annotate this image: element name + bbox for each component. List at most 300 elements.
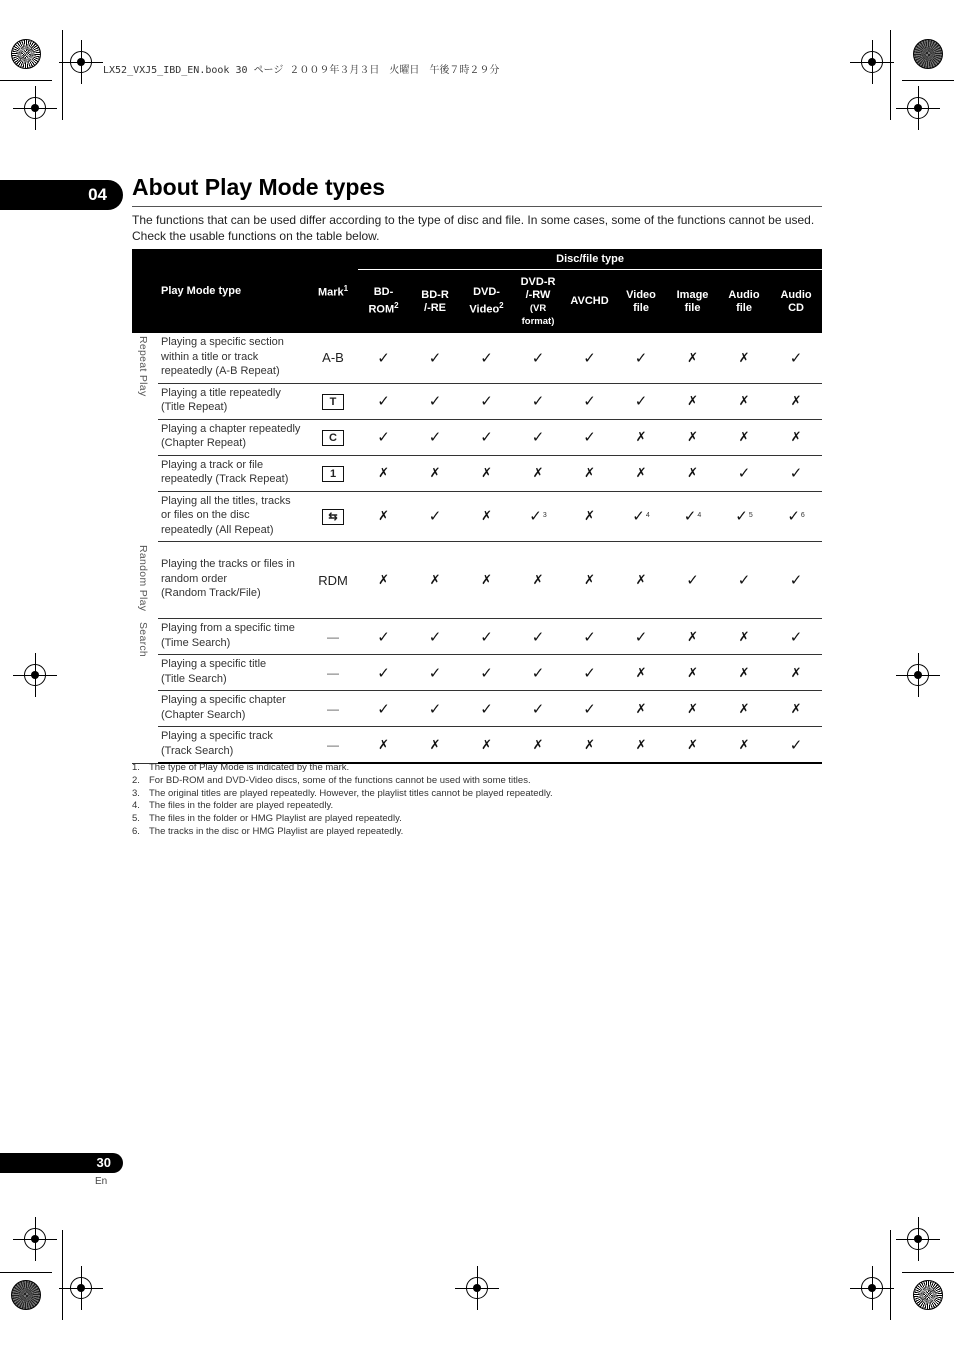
mark-cell xyxy=(308,727,358,764)
desc-line: Playing a chapter repeatedly xyxy=(161,422,301,435)
cross-icon: ✗ xyxy=(738,736,750,752)
desc-line: repeatedly (Track Repeat) xyxy=(161,473,289,485)
support-cell xyxy=(667,455,718,491)
cross-icon: ✗ xyxy=(429,736,441,752)
desc-line: Playing from a specific time xyxy=(161,622,295,634)
mark-cell xyxy=(308,383,358,419)
registration-sun-icon xyxy=(913,39,943,69)
header-line: CD xyxy=(788,301,804,314)
support-cell xyxy=(358,455,409,491)
header-column xyxy=(512,270,564,334)
check-icon: ✓ xyxy=(377,628,390,646)
desc-line: repeatedly (A-B Repeat) xyxy=(161,365,280,377)
header-column xyxy=(358,270,409,334)
check-icon: ✓ xyxy=(531,700,545,718)
footnote-text: The type of Play Mode is indicated by the mark. xyxy=(149,762,350,773)
check-icon: ✓ xyxy=(480,664,493,682)
registration-target-icon xyxy=(70,1277,92,1299)
check-icon: ✓$^4$ xyxy=(683,508,702,526)
desc-line: Playing a track or file xyxy=(161,458,264,471)
mark-cell xyxy=(308,455,358,491)
footnote xyxy=(132,775,553,788)
intro-paragraph: The functions that can be used differ according to the type of disc and file. In some cases, some of the functions cannot be used. Check the usable functions on the table below. xyxy=(132,213,815,243)
cross-icon: ✗ xyxy=(378,736,389,752)
mark-dash: — xyxy=(327,702,340,716)
support-cell xyxy=(770,383,822,419)
header-line: file xyxy=(633,301,649,314)
registration-target-icon xyxy=(24,97,46,119)
header-line: Video xyxy=(626,288,656,301)
cross-icon: ✗ xyxy=(687,664,698,680)
check-icon: ✓ xyxy=(531,393,545,410)
footnote-text: The files in the folder are played repeatedly. xyxy=(149,800,334,812)
check-icon: ✓$^6$ xyxy=(787,508,805,526)
support-cell xyxy=(358,419,409,455)
title-divider xyxy=(132,206,822,207)
check-icon: ✓ xyxy=(737,572,751,589)
check-icon: ✓$^4$ xyxy=(632,508,650,526)
table-row xyxy=(132,655,822,691)
cross-icon: ✗ xyxy=(429,465,441,480)
support-cell xyxy=(409,333,461,383)
check-icon: ✓ xyxy=(428,349,442,367)
language-label: En xyxy=(95,1176,108,1187)
registration-target-icon xyxy=(861,51,883,73)
group-label-cell xyxy=(132,333,158,542)
mark-cell xyxy=(308,691,358,727)
play-mode-description xyxy=(158,691,308,727)
check-icon: ✓ xyxy=(428,508,442,526)
play-mode-description xyxy=(158,491,308,542)
support-cell xyxy=(718,727,770,764)
header-column xyxy=(667,270,718,334)
support-cell xyxy=(615,333,667,383)
desc-line: or files on the disc xyxy=(161,509,250,521)
support-cell xyxy=(409,455,461,491)
header-line: /-RW xyxy=(525,288,551,301)
check-icon: ✓$^3$ xyxy=(529,508,547,526)
registration-target-icon xyxy=(70,51,92,73)
support-cell xyxy=(358,383,409,419)
cross-icon: ✗ xyxy=(532,736,544,752)
footnote-number: 6. xyxy=(132,825,140,837)
footnote-ref: 4 xyxy=(645,512,650,520)
support-cell xyxy=(770,619,822,655)
header-sup: 2 xyxy=(499,301,504,311)
play-mode-description xyxy=(158,655,308,691)
mark-icon: ⇆ xyxy=(322,509,344,525)
mark-icon: T xyxy=(322,394,344,410)
support-cell xyxy=(409,419,461,455)
footnote-ref: 6 xyxy=(800,512,805,520)
cross-icon: ✗ xyxy=(738,429,750,444)
support-cell xyxy=(718,419,770,455)
play-mode-description xyxy=(158,727,308,764)
cross-icon: ✗ xyxy=(481,572,492,587)
check-icon: ✓ xyxy=(480,393,493,410)
check-icon: ✓ xyxy=(377,393,390,410)
support-cell xyxy=(718,655,770,691)
footnote-number: 5. xyxy=(132,813,140,825)
check-icon: ✓ xyxy=(583,393,596,410)
support-cell xyxy=(564,655,615,691)
support-cell xyxy=(512,333,564,383)
cross-icon: ✗ xyxy=(635,700,647,716)
cross-icon: ✗ xyxy=(687,628,698,644)
cross-icon: ✗ xyxy=(481,736,492,752)
header-line: (VR format) xyxy=(521,302,555,327)
footnote-text: The original titles are played repeatedly. However, the playlist titles cannot be played repeatedly. xyxy=(149,787,553,799)
footnote xyxy=(132,826,553,839)
cross-icon: ✗ xyxy=(635,465,647,480)
registration-sun-icon xyxy=(11,1280,41,1310)
cross-icon: ✗ xyxy=(532,572,544,587)
check-icon: ✓ xyxy=(634,349,648,367)
desc-line: Playing a specific chapter xyxy=(161,694,286,706)
table-row xyxy=(132,619,822,655)
registration-target-icon xyxy=(466,1277,488,1299)
support-cell xyxy=(615,655,667,691)
check-icon: ✓ xyxy=(789,465,803,482)
cross-icon: ✗ xyxy=(790,664,802,680)
header-line: DVD-R xyxy=(520,275,556,288)
support-cell xyxy=(358,655,409,691)
desc-line: Playing a title repeatedly xyxy=(161,386,281,399)
support-cell xyxy=(615,455,667,491)
footnote-ref: 4 xyxy=(697,512,702,520)
desc-line: (Track Search) xyxy=(161,744,234,757)
table-row xyxy=(132,691,822,727)
header-line: ROM xyxy=(368,303,395,316)
cross-icon: ✗ xyxy=(790,700,802,716)
support-cell xyxy=(461,333,512,383)
check-icon: ✓ xyxy=(480,628,493,646)
cross-icon: ✗ xyxy=(790,393,802,408)
desc-line: repeatedly (All Repeat) xyxy=(161,523,274,536)
footnote-number: 2. xyxy=(132,774,140,786)
support-cell xyxy=(512,455,564,491)
cross-icon: ✗ xyxy=(635,572,647,587)
support-cell xyxy=(512,691,564,727)
check-icon: ✓ xyxy=(686,572,699,589)
support-cell xyxy=(564,542,615,619)
check-icon: ✓ xyxy=(789,349,803,367)
check-icon: ✓ xyxy=(531,628,545,646)
footnote-ref: 5 xyxy=(748,512,753,520)
support-cell xyxy=(718,691,770,727)
cross-icon: ✗ xyxy=(738,664,750,680)
cross-icon: ✗ xyxy=(687,736,698,752)
support-cell xyxy=(718,619,770,655)
play-mode-description xyxy=(158,333,308,383)
support-cell xyxy=(512,383,564,419)
header-sup: 2 xyxy=(394,301,399,311)
cross-icon: ✗ xyxy=(687,700,698,716)
cross-icon: ✗ xyxy=(738,628,750,644)
table-row xyxy=(132,491,822,542)
support-cell xyxy=(615,619,667,655)
cross-icon: ✗ xyxy=(635,736,647,752)
header-line: Image xyxy=(676,288,709,301)
mark-cell xyxy=(308,619,358,655)
desc-line: (Title Repeat) xyxy=(161,401,228,413)
header-line: /-RE xyxy=(424,301,447,314)
cross-icon: ✗ xyxy=(584,508,595,524)
support-cell xyxy=(512,491,564,542)
group-label: Repeat Play xyxy=(137,336,149,397)
support-cell xyxy=(409,691,461,727)
support-cell xyxy=(461,383,512,419)
support-cell xyxy=(461,727,512,764)
support-cell xyxy=(615,419,667,455)
mark-dash: — xyxy=(327,738,340,752)
support-cell xyxy=(564,491,615,542)
footnote-text: The files in the folder or HMG Playlist are played repeatedly. xyxy=(149,813,402,825)
header-line: BD- xyxy=(373,286,394,299)
cross-icon: ✗ xyxy=(378,572,389,587)
footnote-number: 1. xyxy=(132,762,140,773)
play-mode-description xyxy=(158,383,308,419)
support-cell xyxy=(358,691,409,727)
mark-dash: — xyxy=(327,666,340,680)
check-icon: ✓$^5$ xyxy=(735,508,753,526)
registration-target-icon xyxy=(907,664,929,686)
check-icon: ✓ xyxy=(428,429,442,446)
desc-line: (Random Track/File) xyxy=(161,587,261,600)
footnotes xyxy=(132,762,553,839)
desc-line: (Title Search) xyxy=(161,672,227,685)
mark-text: RDM xyxy=(318,572,348,588)
support-cell xyxy=(770,691,822,727)
check-icon: ✓ xyxy=(583,349,596,367)
registration-sun-icon xyxy=(11,39,41,69)
support-cell xyxy=(461,542,512,619)
footnote-text: The tracks in the disc or HMG Playlist are played repeatedly. xyxy=(149,825,404,837)
footnote-text: For BD-ROM and DVD-Video discs, some of the functions cannot be used with some titles. xyxy=(149,774,531,786)
footnote xyxy=(132,788,553,801)
support-cell xyxy=(358,333,409,383)
check-icon: ✓ xyxy=(531,349,545,367)
cross-icon: ✗ xyxy=(378,508,389,524)
cross-icon: ✗ xyxy=(790,429,802,444)
support-cell xyxy=(615,383,667,419)
desc-line: (Chapter Search) xyxy=(161,708,246,721)
check-icon: ✓ xyxy=(480,700,493,718)
support-cell xyxy=(770,655,822,691)
check-icon: ✓ xyxy=(634,393,648,410)
check-icon: ✓ xyxy=(789,572,803,589)
support-cell xyxy=(667,383,718,419)
header-column xyxy=(461,270,512,334)
desc-line: random order xyxy=(161,572,228,585)
check-icon: ✓ xyxy=(377,429,390,446)
table-row xyxy=(132,333,822,383)
registration-target-icon xyxy=(24,664,46,686)
group-label: Random Play xyxy=(137,544,149,611)
cross-icon: ✗ xyxy=(584,572,595,587)
mark-icon: C xyxy=(322,430,344,446)
check-icon: ✓ xyxy=(377,349,390,367)
support-cell xyxy=(615,491,667,542)
cross-icon: ✗ xyxy=(635,429,647,444)
support-cell xyxy=(667,727,718,764)
desc-line: (Time Search) xyxy=(161,636,231,649)
header-column xyxy=(770,270,822,334)
cross-icon: ✗ xyxy=(687,429,698,444)
check-icon: ✓ xyxy=(377,664,390,682)
check-icon: ✓ xyxy=(428,628,442,646)
table-row xyxy=(132,383,822,419)
support-cell xyxy=(667,619,718,655)
support-cell xyxy=(512,419,564,455)
support-cell xyxy=(564,383,615,419)
footnote-ref: 3 xyxy=(542,512,547,520)
support-cell xyxy=(512,727,564,764)
mark-cell xyxy=(308,491,358,542)
support-cell xyxy=(770,491,822,542)
support-cell xyxy=(718,542,770,619)
check-icon: ✓ xyxy=(737,465,751,482)
registration-target-icon xyxy=(907,1228,929,1250)
support-cell xyxy=(512,542,564,619)
cross-icon: ✗ xyxy=(635,664,647,680)
header-column xyxy=(409,270,461,334)
support-cell xyxy=(718,491,770,542)
check-icon: ✓ xyxy=(480,429,493,446)
header-column xyxy=(615,270,667,334)
header-column xyxy=(564,270,615,334)
check-icon: ✓ xyxy=(531,664,545,682)
check-icon: ✓ xyxy=(789,628,803,646)
page-number: 30 xyxy=(0,1153,123,1173)
cross-icon: ✗ xyxy=(687,393,698,408)
header-column xyxy=(718,270,770,334)
page-title: About Play Mode types xyxy=(132,174,386,200)
mark-dash: — xyxy=(327,630,340,644)
support-cell xyxy=(667,419,718,455)
table-header xyxy=(132,249,822,333)
cross-icon: ✗ xyxy=(429,572,441,587)
table-row xyxy=(132,419,822,455)
mark-cell xyxy=(308,419,358,455)
cross-icon: ✗ xyxy=(687,465,698,480)
desc-line: Playing a specific title xyxy=(161,658,267,670)
cross-icon: ✗ xyxy=(378,465,389,480)
support-cell xyxy=(358,542,409,619)
header-line: DVD- xyxy=(473,286,500,299)
header-mark: Mark$^1$ xyxy=(308,249,358,333)
cross-icon: ✗ xyxy=(738,393,750,408)
header-line: file xyxy=(736,301,752,314)
check-icon: ✓ xyxy=(480,349,493,367)
cross-icon: ✗ xyxy=(532,465,544,480)
check-icon: ✓ xyxy=(428,664,442,682)
registration-target-icon xyxy=(861,1277,883,1299)
footnote xyxy=(132,813,553,826)
cross-icon: ✗ xyxy=(687,349,698,365)
play-mode-description xyxy=(158,542,308,619)
chapter-tab: 04 xyxy=(0,180,123,210)
check-icon: ✓ xyxy=(531,429,545,446)
footnote xyxy=(132,800,553,813)
support-cell xyxy=(615,542,667,619)
cross-icon: ✗ xyxy=(481,508,492,524)
support-cell xyxy=(409,491,461,542)
support-cell xyxy=(409,619,461,655)
header-line: AVCHD xyxy=(570,295,609,307)
check-icon: ✓ xyxy=(428,393,442,410)
support-cell xyxy=(409,383,461,419)
support-cell xyxy=(615,727,667,764)
support-cell xyxy=(770,455,822,491)
group-label: Search xyxy=(137,621,149,657)
support-cell xyxy=(770,542,822,619)
support-cell xyxy=(461,655,512,691)
check-icon: ✓ xyxy=(583,429,596,446)
check-icon: ✓ xyxy=(634,628,648,646)
cross-icon: ✗ xyxy=(481,465,492,480)
desc-line: Playing a specific track xyxy=(161,730,273,742)
support-cell xyxy=(770,333,822,383)
header-line: Audio xyxy=(780,288,812,301)
support-cell xyxy=(409,727,461,764)
header-line: Audio xyxy=(728,288,760,301)
desc-line: (Chapter Repeat) xyxy=(161,437,246,449)
desc-line: Playing the tracks or files in xyxy=(161,558,295,571)
group-label-cell xyxy=(132,542,158,619)
support-cell xyxy=(564,333,615,383)
cross-icon: ✗ xyxy=(738,349,750,365)
support-cell xyxy=(461,491,512,542)
check-icon: ✓ xyxy=(583,664,596,682)
support-cell xyxy=(564,691,615,727)
support-cell xyxy=(461,455,512,491)
play-mode-description xyxy=(158,419,308,455)
support-cell xyxy=(564,455,615,491)
support-cell xyxy=(461,419,512,455)
desc-line: Playing all the titles, tracks xyxy=(161,494,291,507)
header-line: file xyxy=(684,301,701,314)
support-cell xyxy=(358,727,409,764)
header-disc-file-type: Disc/file type xyxy=(358,249,822,270)
mark-cell xyxy=(308,542,358,619)
mark-text: A-B xyxy=(322,350,344,366)
support-cell xyxy=(564,619,615,655)
footnote-number: 3. xyxy=(132,787,140,799)
registration-sun-icon xyxy=(913,1280,943,1310)
support-cell xyxy=(667,655,718,691)
support-cell xyxy=(667,491,718,542)
cross-icon: ✗ xyxy=(584,465,595,480)
book-file-line: LX52_VXJ5_IBD_EN.book 30 ページ ２００９年３月３日 火曜日 午後７時２９分 xyxy=(103,65,500,76)
check-icon: ✓ xyxy=(789,736,803,754)
footnote-number: 4. xyxy=(132,800,140,812)
header-line: Video xyxy=(469,303,500,316)
support-cell xyxy=(718,455,770,491)
play-mode-description xyxy=(158,455,308,491)
support-cell xyxy=(564,419,615,455)
table-body xyxy=(132,333,822,763)
check-icon: ✓ xyxy=(428,700,442,718)
check-icon: ✓ xyxy=(583,700,596,718)
mark-cell xyxy=(308,333,358,383)
play-mode-description xyxy=(158,619,308,655)
table-row xyxy=(132,542,822,619)
mark-cell xyxy=(308,655,358,691)
support-cell xyxy=(564,727,615,764)
check-icon: ✓ xyxy=(377,700,390,718)
play-mode-table xyxy=(132,249,822,764)
